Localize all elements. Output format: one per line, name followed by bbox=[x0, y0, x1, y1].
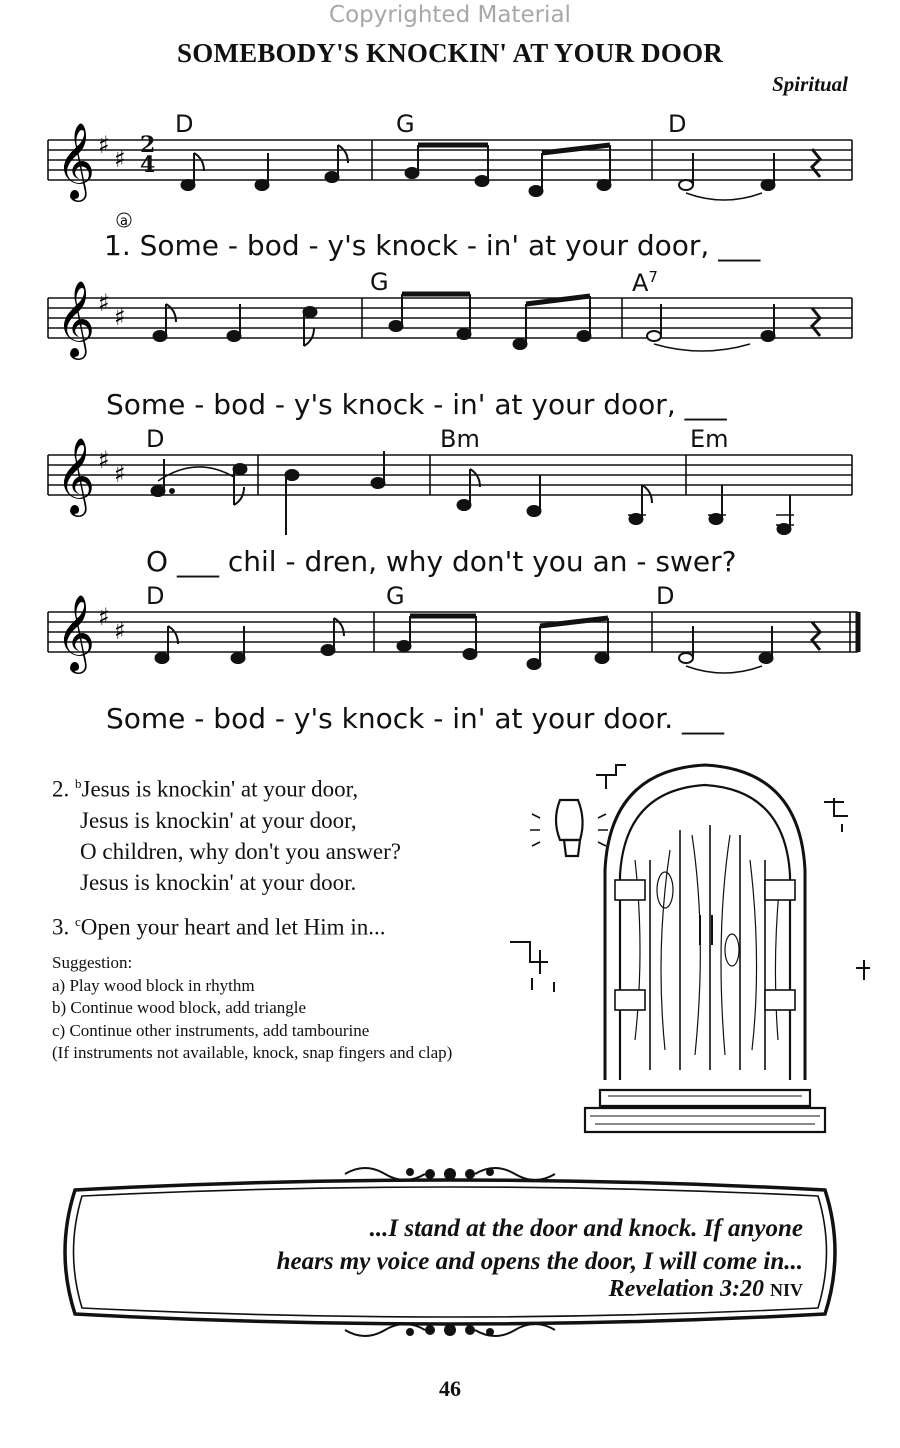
verse-line: Jesus is knockin' at your door. bbox=[80, 869, 357, 895]
scripture-version: NIV bbox=[769, 1280, 803, 1300]
suggestion-item: b) Continue wood block, add triangle bbox=[52, 998, 307, 1017]
chord-label: D bbox=[668, 110, 687, 138]
footnote-marker: a bbox=[120, 214, 128, 229]
music-system-2 bbox=[0, 268, 900, 421]
chord-label: D bbox=[146, 425, 165, 453]
chord-label: G bbox=[396, 110, 415, 138]
chord-label: Bm bbox=[440, 425, 480, 453]
notes bbox=[182, 145, 821, 200]
notes bbox=[152, 451, 795, 535]
chord-label: G bbox=[386, 582, 405, 610]
svg-text:♯: ♯ bbox=[114, 145, 126, 173]
treble-clef-icon: 𝄞 bbox=[56, 122, 96, 199]
notes bbox=[154, 294, 821, 351]
chord-label: G bbox=[370, 268, 389, 296]
notes bbox=[156, 616, 821, 673]
chord-label: D bbox=[146, 582, 165, 610]
song-title: SOMEBODY'S KNOCKIN' AT YOUR DOOR bbox=[177, 38, 723, 68]
suggestion-item: a) Play wood block in rhythm bbox=[52, 975, 255, 995]
scripture-line-1: ...I stand at the door and knock. If anyone bbox=[369, 1215, 803, 1242]
copyright-watermark: Copyrighted Material bbox=[329, 2, 571, 28]
lyric-line: O ___ chil - dren, why don't you an - swer? bbox=[146, 545, 737, 578]
verse-2-line-1 bbox=[52, 768, 401, 805]
time-signature-bottom: 4 bbox=[140, 152, 156, 178]
treble-clef-icon: 𝄞 bbox=[56, 437, 96, 514]
suggestion-heading: Suggestion: bbox=[52, 953, 133, 972]
song-attribution: Spiritual bbox=[772, 72, 848, 96]
svg-text:♯: ♯ bbox=[98, 603, 110, 631]
lyric-line: Some - bod - y's knock - in' at your door, ___ bbox=[106, 388, 727, 421]
page-number: 46 bbox=[439, 1376, 461, 1401]
music-system-4 bbox=[0, 582, 900, 735]
verse-marker: b bbox=[75, 776, 82, 791]
verse-3 bbox=[52, 906, 401, 943]
additional-verses bbox=[52, 768, 401, 942]
treble-clef-icon: 𝄞 bbox=[56, 594, 96, 671]
svg-text:♯: ♯ bbox=[114, 460, 126, 488]
chord-label: Em bbox=[690, 425, 729, 453]
verse-number: 2. bbox=[52, 776, 70, 802]
chord-label: D bbox=[175, 110, 194, 138]
scripture-line-2: hears my voice and opens the door, I will come in... bbox=[276, 1248, 803, 1275]
treble-clef-icon: 𝄞 bbox=[56, 280, 96, 357]
svg-text:♯: ♯ bbox=[114, 303, 126, 331]
chord-extension: 7 bbox=[648, 268, 658, 286]
svg-text:♯: ♯ bbox=[98, 131, 110, 159]
scripture-quote bbox=[100, 1212, 803, 1278]
music-system-3 bbox=[0, 425, 900, 578]
verse-line: Jesus is knockin' at your door, bbox=[81, 776, 359, 802]
chord-label: D bbox=[656, 582, 675, 610]
time-signature-top: 2 bbox=[140, 132, 156, 158]
lyric-line: 1. Some - bod - y's knock - in' at your door, ___ bbox=[104, 229, 761, 262]
lyric-line: Some - bod - y's knock - in' at your door. ___ bbox=[106, 702, 725, 735]
verse-marker: c bbox=[75, 913, 81, 929]
svg-text:♯: ♯ bbox=[114, 617, 126, 645]
time-signature bbox=[140, 132, 156, 178]
scripture-reference-text: Revelation 3:20 bbox=[608, 1276, 764, 1302]
verse-line: Jesus is knockin' at your door, bbox=[80, 807, 357, 833]
music-system-1 bbox=[0, 105, 900, 262]
performance-suggestion bbox=[52, 952, 452, 1065]
wooden-door-illustration bbox=[500, 740, 890, 1140]
scripture-reference bbox=[609, 1276, 803, 1303]
svg-text:♯: ♯ bbox=[98, 289, 110, 317]
suggestion-item: (If instruments not available, knock, snap fingers and clap) bbox=[52, 1043, 453, 1062]
verse-number: 3. bbox=[52, 914, 70, 940]
verse-line: O children, why don't you answer? bbox=[80, 838, 401, 864]
chord-label bbox=[632, 268, 658, 297]
suggestion-item: c) Continue other instruments, add tambourine bbox=[52, 1020, 370, 1040]
svg-text:♯: ♯ bbox=[98, 446, 110, 474]
chord-name: A bbox=[632, 269, 649, 297]
verse-line: Open your heart and let Him in... bbox=[80, 914, 386, 940]
